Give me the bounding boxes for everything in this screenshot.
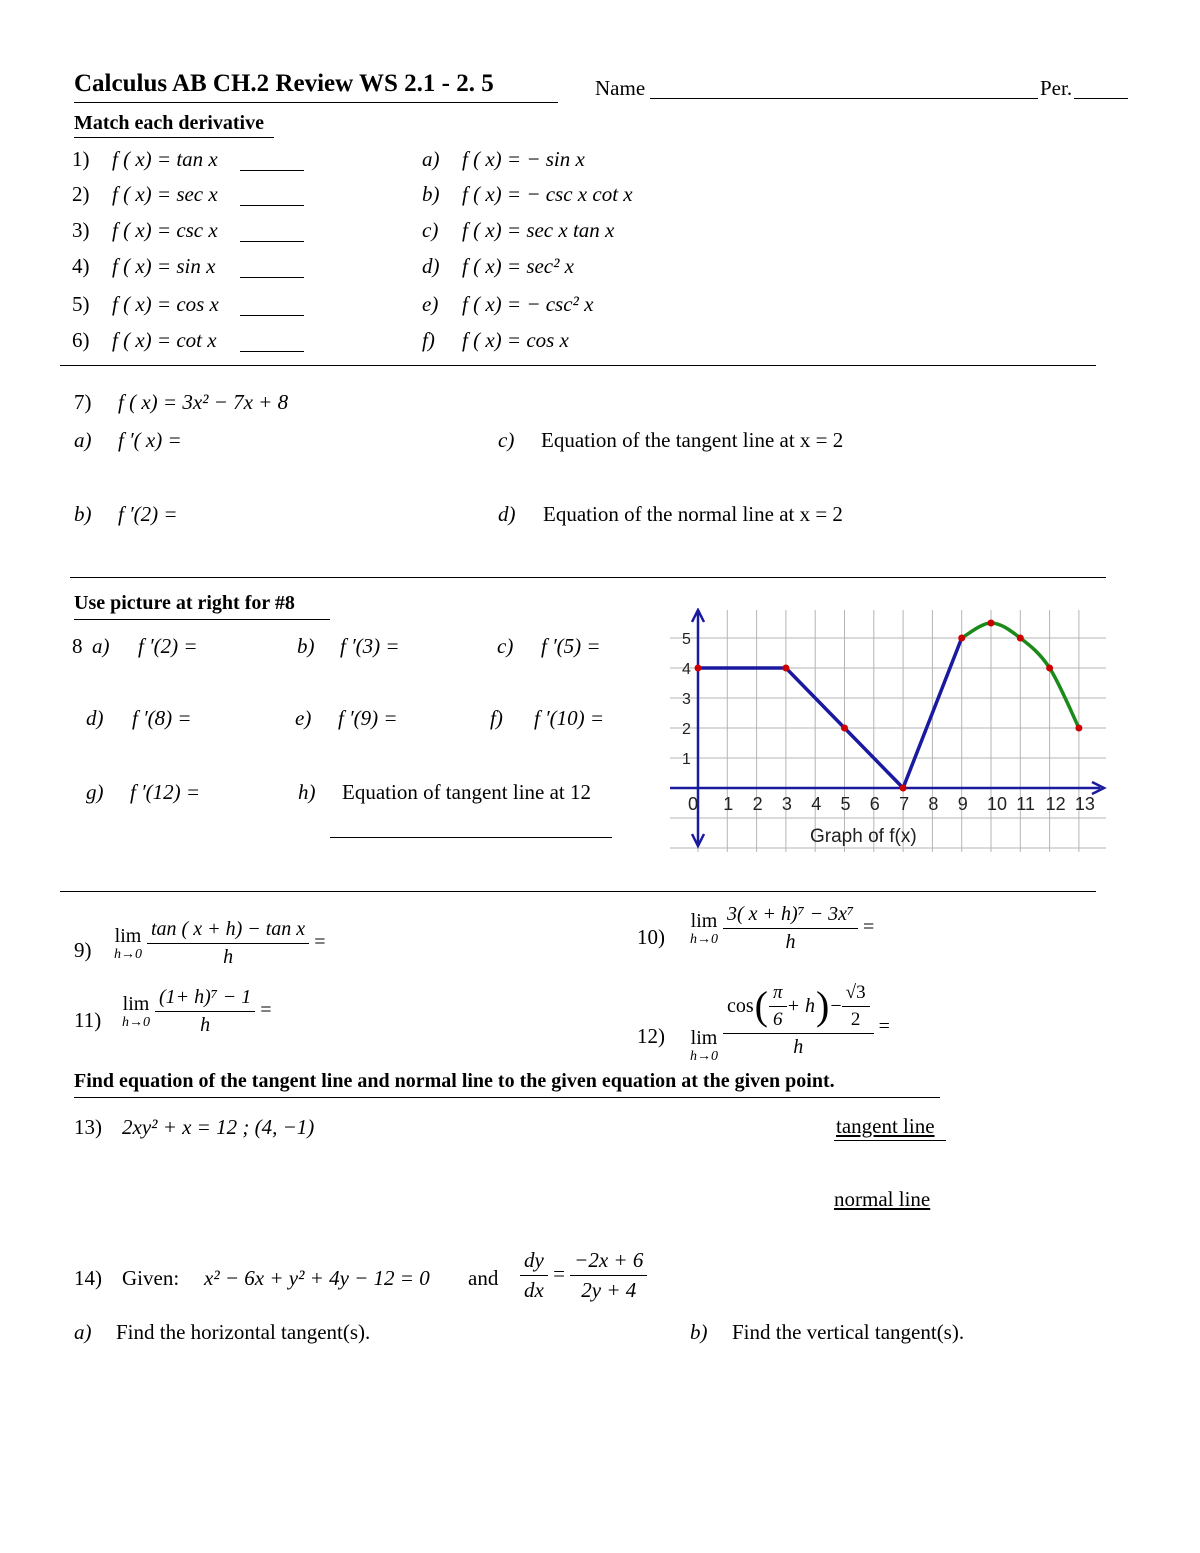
q8c-label: c)	[497, 634, 514, 658]
q8d-expr: f ′(8) =	[132, 706, 192, 730]
q8g-expr: f ′(12) =	[130, 780, 201, 804]
page-title: Calculus AB CH.2 Review WS 2.1 - 2. 5	[74, 70, 494, 97]
matching-heading-underline	[74, 137, 274, 138]
q7b-expr: f ′(2) =	[118, 502, 178, 526]
match-number: 2)	[72, 182, 90, 206]
normal-line-label: normal line	[834, 1187, 931, 1211]
match-option-letter: f)	[422, 328, 435, 352]
x-tick-label: 13	[1074, 794, 1095, 814]
match-number: 5)	[72, 292, 90, 316]
per-field[interactable]	[1074, 98, 1128, 99]
x-tick-label: 4	[811, 794, 822, 814]
match-option-letter: b)	[422, 182, 440, 206]
match-number: 6)	[72, 328, 90, 352]
x-tick-label: 8	[928, 794, 939, 814]
q9-limit: lim h→0 $\frac{\text{tan ( x + h) − tan x}}{h}$ =	[114, 918, 326, 968]
y-tick-label: 1	[682, 751, 691, 768]
data-point	[695, 665, 702, 672]
data-point	[1017, 635, 1024, 642]
q7a-expr: f ′( x) =	[118, 428, 182, 452]
match-function: f ( x) = sec x	[112, 182, 218, 206]
chart-title: Graph of f(x)	[810, 826, 917, 847]
q8h-label: h)	[298, 780, 316, 804]
match-function: f ( x) = tan x	[112, 147, 218, 171]
match-function: f ( x) = cos x	[112, 292, 219, 316]
series-line-1	[698, 638, 962, 788]
q14-given: Given:	[122, 1266, 180, 1290]
matching-heading: Match each derivative	[74, 112, 264, 134]
match-option-letter: a)	[422, 147, 440, 171]
match-option-derivative: f ( x) = cos x	[462, 328, 569, 352]
q11-limit: lim h→0 $\frac{\text{(1+ h)⁷ − 1}}{h}$ =	[122, 986, 272, 1036]
q8-number: 8	[72, 634, 83, 658]
data-point	[1075, 725, 1082, 732]
y-tick-label: 5	[682, 631, 691, 648]
q9-number: 9)	[74, 938, 92, 962]
match-option-derivative: f ( x) = sec² x	[462, 254, 574, 278]
match-number: 1)	[72, 147, 90, 171]
name-field[interactable]	[650, 98, 1038, 99]
q8b-label: b)	[297, 634, 315, 658]
q9-numerator: tan ( x + h) − tan x	[147, 918, 309, 944]
match-option-letter: c)	[422, 218, 439, 242]
data-point	[900, 785, 907, 792]
match-answer-blank[interactable]	[240, 241, 304, 242]
x-tick-label: 0	[688, 794, 699, 814]
match-number: 4)	[72, 254, 90, 278]
q12-numerator: cos ( $\frac{\pi}{6}$ + h ) − $\frac{√3}{2}$	[723, 982, 874, 1034]
match-option-derivative: f ( x) = − csc x cot x	[462, 182, 633, 206]
section-divider	[60, 365, 1096, 366]
q10-limit: lim h→0 $\frac{\text{3( x + h)⁷ − 3x⁷}}{h}$ =	[690, 903, 875, 953]
q14b-text: Find the vertical tangent(s).	[732, 1320, 965, 1344]
q7-function: f ( x) = 3x² − 7x + 8	[118, 390, 289, 414]
q10-numerator: 3( x + h)⁷ − 3x⁷	[723, 903, 858, 929]
name-label: Name	[595, 76, 646, 100]
q12-denominator: h	[793, 1035, 804, 1058]
q7a-label: a)	[74, 428, 92, 452]
q10-denominator: h	[785, 931, 796, 953]
x-tick-label: 3	[781, 794, 792, 814]
q8e-expr: f ′(9) =	[338, 706, 398, 730]
tangent-line-label: tangent line	[836, 1114, 935, 1138]
data-point	[782, 665, 789, 672]
x-tick-label: 12	[1045, 794, 1066, 814]
q7c-text: Equation of the tangent line at x = 2	[541, 428, 844, 452]
section-divider	[60, 891, 1096, 892]
q8g-label: g)	[86, 780, 104, 804]
q7d-label: d)	[498, 502, 516, 526]
q8h-text: Equation of tangent line at 12	[342, 780, 592, 804]
q14-number: 14)	[74, 1266, 102, 1290]
x-tick-label: 2	[752, 794, 763, 814]
q13-number: 13)	[74, 1115, 102, 1139]
q7c-label: c)	[498, 428, 515, 452]
q14-and: and	[468, 1266, 499, 1290]
q11-numerator: (1+ h)⁷ − 1	[155, 986, 255, 1012]
graph-of-f	[668, 608, 1108, 854]
q8c-expr: f ′(5) =	[541, 634, 601, 658]
y-tick-label: 4	[682, 661, 691, 678]
q12-limit: lim h→0 cos ( $\frac{\pi}{6}$ + h ) − $\frac{√3}{2}$ h =	[690, 981, 890, 1064]
q8f-expr: f ′(10) =	[534, 706, 605, 730]
match-answer-blank[interactable]	[240, 170, 304, 171]
q7-number: 7)	[74, 390, 92, 414]
section-divider	[70, 577, 1106, 578]
x-tick-label: 7	[899, 794, 910, 814]
y-tick-label: 2	[682, 721, 691, 738]
q14a-text: Find the horizontal tangent(s).	[116, 1320, 371, 1344]
match-function: f ( x) = cot x	[112, 328, 217, 352]
x-tick-label: 1	[723, 794, 734, 814]
match-option-letter: d)	[422, 254, 440, 278]
data-point	[958, 635, 965, 642]
match-option-derivative: f ( x) = sec x tan x	[462, 218, 615, 242]
q8-heading-underline	[74, 619, 330, 620]
q8d-label: d)	[86, 706, 104, 730]
q11-number: 11)	[74, 1008, 102, 1032]
x-tick-label: 9	[957, 794, 968, 814]
q8f-label: f)	[490, 706, 503, 730]
tangent-line-rule	[834, 1140, 946, 1141]
tangent-heading-underline	[74, 1097, 940, 1098]
q14b-label: b)	[690, 1320, 708, 1344]
title-underline	[74, 102, 558, 103]
data-point	[841, 725, 848, 732]
match-answer-blank[interactable]	[240, 277, 304, 278]
q14-derivative: $\frac{dy}{dx}$ = $\frac{-2x + 6}{2y + 4}$	[520, 1248, 647, 1303]
q13-equation: 2xy² + x = 12 ; (4, −1)	[122, 1115, 315, 1139]
match-option-derivative: f ( x) = − csc² x	[462, 292, 594, 316]
q8a-label: a)	[92, 634, 110, 658]
match-function: f ( x) = csc x	[112, 218, 218, 242]
q14-equation: x² − 6x + y² + 4y − 12 = 0	[204, 1266, 430, 1290]
data-point	[988, 620, 995, 627]
x-tick-label: 11	[1016, 794, 1035, 814]
data-point	[1046, 665, 1053, 672]
match-answer-blank[interactable]	[240, 205, 304, 206]
q9-denominator: h	[223, 946, 234, 968]
match-number: 3)	[72, 218, 90, 242]
q8b-expr: f ′(3) =	[340, 634, 400, 658]
match-option-letter: e)	[422, 292, 439, 316]
q14a-label: a)	[74, 1320, 92, 1344]
q11-denominator: h	[200, 1014, 211, 1036]
x-tick-label: 10	[987, 794, 1008, 814]
q8h-answer-line[interactable]	[330, 837, 612, 838]
match-answer-blank[interactable]	[240, 351, 304, 352]
x-tick-label: 5	[840, 794, 851, 814]
q7d-text: Equation of the normal line at x = 2	[543, 502, 843, 526]
q8e-label: e)	[295, 706, 312, 730]
y-tick-label: 3	[682, 691, 691, 708]
x-tick-label: 6	[869, 794, 880, 814]
per-label: Per.	[1040, 76, 1073, 100]
q12-number: 12)	[637, 1024, 665, 1048]
q10-number: 10)	[637, 925, 665, 949]
q7b-label: b)	[74, 502, 92, 526]
match-function: f ( x) = sin x	[112, 254, 216, 278]
tangent-section-heading: Find equation of the tangent line and normal line to the given equation at the given point.	[74, 1070, 835, 1092]
q8-heading: Use picture at right for #8	[74, 592, 295, 614]
match-option-derivative: f ( x) = − sin x	[462, 147, 585, 171]
q8a-expr: f ′(2) =	[138, 634, 198, 658]
match-answer-blank[interactable]	[240, 315, 304, 316]
